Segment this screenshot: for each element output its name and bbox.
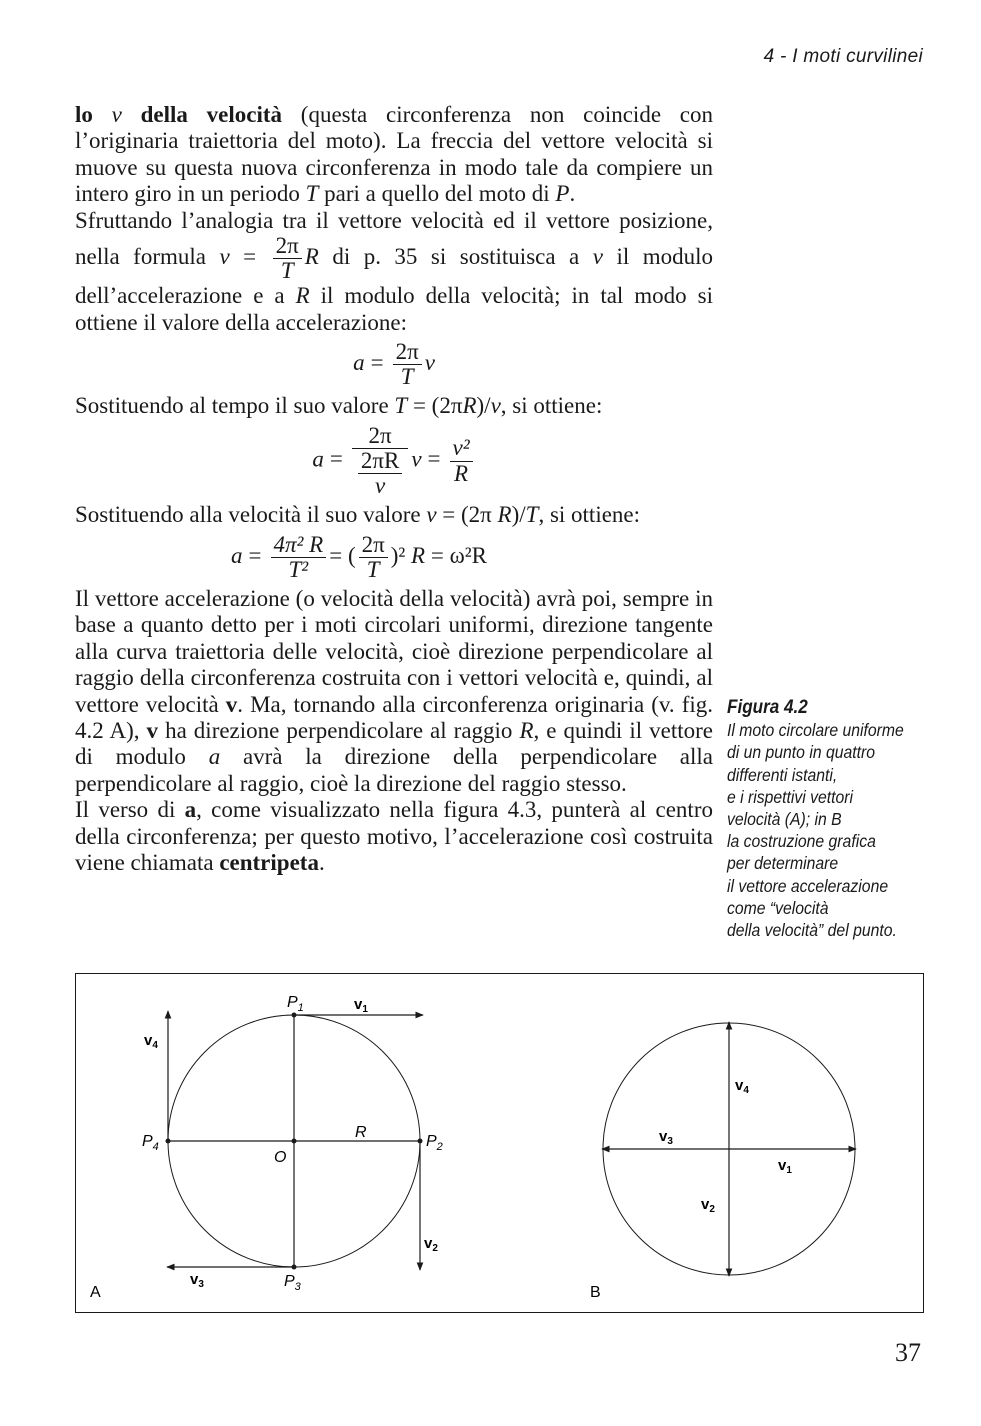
text-run: il modulo dell’accelerazione e a: [75, 243, 713, 309]
math-var: R: [295, 283, 310, 309]
caption-line: di un punto in quattro: [727, 742, 875, 763]
fraction: [271, 533, 327, 582]
fraction-numerator: 2π: [359, 533, 388, 558]
fraction-numerator: 2π: [352, 424, 408, 449]
text-run: (questa circonferenza non coincide con l’originaria traiettoria del moto). La freccia del vettore velocità si muove su questa nuova circonferenza in modo tale da compiere un intero giro in un periodo: [75, 102, 714, 207]
text-run: = (2π: [407, 393, 463, 419]
fraction-numerator: 2π: [393, 340, 422, 365]
figure-caption: [727, 697, 916, 941]
paragraph-2: [75, 208, 713, 337]
figure-4-2: [75, 973, 924, 1313]
inner-fraction: [358, 449, 402, 498]
equals-paren: = (: [329, 542, 356, 568]
math-var: v: [490, 393, 501, 419]
text-run: Sostituendo alla velocità il suo valore: [75, 502, 427, 528]
text-run: = ω²R: [425, 542, 487, 568]
text-run: .: [569, 181, 576, 207]
page-number: 37: [895, 1338, 921, 1367]
paragraph-6: [75, 797, 713, 876]
caption-line: Il moto circolare uniforme: [727, 720, 904, 741]
text-run: Sfruttando l’analogia tra il vettore velocità ed il vettore posizione, nella formula: [75, 207, 713, 269]
text-run: pari a quello del moto di: [318, 181, 556, 207]
equals-sign: =: [427, 446, 441, 472]
text-run: .: [318, 849, 325, 875]
text-run: =: [229, 243, 270, 269]
text-run: = (2π: [436, 502, 498, 528]
label-v2: $v_2$: [424, 1235, 438, 1254]
math-var: R: [304, 243, 319, 269]
equals-sign: =: [370, 350, 384, 376]
math-var: a: [353, 350, 365, 376]
vector-symbol: v: [225, 691, 238, 717]
vector-symbol: v: [146, 717, 159, 743]
text-run: Il vettore accelerazione (o velocità della velocità) avrà poi, sempre in base a quanto detto per i moti circolari uniformi, direzione tangente alla curva traiettoria delle velocità, cioè direzione perpendicolare al raggio della circonferenza costruita con i vettori velocità e, quindi, al vettore velocità: [75, 585, 713, 717]
panel-a-label: A: [90, 1284, 101, 1301]
fraction-numerator: 2πR: [358, 449, 402, 474]
fraction-numerator: v²: [450, 436, 473, 461]
text-run: , come visualizzato nella figura 4.3, punterà al centro della circonferenza; per questo motivo, l’accelerazione così costruita viene chiamata: [75, 797, 713, 875]
bold-term: lo: [75, 102, 112, 127]
math-var: v: [219, 243, 230, 269]
label-p2: $P_2$: [426, 1133, 443, 1153]
text-run: avrà la direzione della perpendicolare alla perpendicolare al raggio, cioè la direzione del raggio stesso.: [75, 744, 713, 796]
fraction-denominator: v: [374, 473, 386, 499]
math-var: R: [411, 542, 426, 568]
fraction: [393, 340, 422, 389]
text-run: )/: [476, 393, 491, 419]
panel-b-diagram: [590, 1022, 856, 1301]
text-run: )/: [511, 502, 526, 528]
fraction: [359, 533, 388, 582]
fraction-denominator: T: [280, 258, 294, 284]
caption-line: differenti istanti,: [727, 764, 838, 785]
text-run: , si ottiene:: [500, 393, 603, 419]
panel-b-label: B: [590, 1284, 601, 1301]
label-v2: $v_2$: [701, 1196, 715, 1215]
text-run: il modulo della velocità; in tal modo si ottiene il valore della accelerazione:: [75, 283, 713, 335]
equals-sign: =: [329, 446, 343, 472]
text-run: , si ottiene:: [538, 502, 641, 528]
label-p3: $P_3$: [284, 1273, 301, 1293]
label-p1: $P_1$: [287, 994, 304, 1014]
math-var: T: [525, 502, 539, 528]
fraction-denominator: [352, 449, 408, 498]
math-var: v: [592, 243, 603, 269]
fraction-denominator: R: [454, 460, 469, 486]
figure-diagram: [75, 973, 924, 1313]
caption-line: della velocità” del punto.: [727, 920, 897, 941]
label-v4: $v_4$: [735, 1077, 749, 1096]
fraction-denominator: T: [366, 556, 380, 582]
main-text: [75, 102, 713, 876]
caption-line: come “velocità: [727, 897, 829, 918]
paragraph-3: [75, 393, 713, 419]
paragraph-5: [75, 586, 713, 797]
math-var: v: [424, 350, 435, 376]
label-p4: $P_4$: [142, 1133, 159, 1153]
label-v1: $v_1$: [354, 996, 368, 1015]
caption-line: la costruzione grafica: [727, 831, 876, 852]
panel-a-diagram: [90, 994, 443, 1301]
math-var: v: [111, 102, 122, 127]
equation-3: [75, 533, 713, 582]
math-var: R: [497, 502, 512, 528]
label-v4: $v_4$: [144, 1032, 158, 1051]
math-var: v: [426, 502, 437, 528]
math-var: a: [231, 542, 243, 568]
fraction-denominator: T: [400, 364, 414, 390]
vector-symbol: a: [184, 797, 197, 823]
text-run: Sostituendo al tempo il suo valore: [75, 393, 395, 419]
math-var: P: [555, 181, 570, 207]
label-v3: $v_3$: [659, 1128, 673, 1147]
fraction-numerator: 4π² R: [271, 533, 327, 558]
figure-frame: [76, 974, 924, 1313]
close-paren-squared: )²: [390, 542, 406, 568]
caption-title: Figura 4.2: [727, 697, 808, 718]
center-o: [292, 1139, 297, 1144]
caption-line: il vettore accelerazione: [727, 875, 889, 896]
text-run: ha direzione perpendicolare al raggio: [158, 717, 520, 743]
math-var: T: [305, 181, 319, 207]
text-run: , e quindi il vettore di modulo: [75, 717, 713, 770]
caption-line: velocità (A); in B: [727, 809, 842, 830]
paragraph-4: [75, 502, 713, 528]
text-run: . Ma, tornando alla circonferenza originaria (v. fig. 4.2 A),: [75, 691, 713, 743]
math-var: a: [312, 446, 324, 472]
math-var: R: [519, 717, 534, 743]
label-radius-r: R: [355, 1124, 367, 1141]
fraction-numerator: 2π: [273, 234, 302, 259]
bold-term: centripeta: [219, 849, 319, 875]
fraction-denominator: T²: [288, 556, 309, 582]
inline-fraction: [273, 234, 302, 283]
bold-term: della velocità: [121, 102, 283, 127]
equals-sign: =: [248, 542, 262, 568]
text-run: di p. 35 si sostituisca a: [318, 243, 593, 269]
equation-2: [75, 424, 713, 498]
fraction: [450, 436, 473, 485]
math-var: T: [394, 393, 408, 419]
math-var: v: [411, 446, 422, 472]
caption-line: per determinare: [727, 853, 839, 874]
math-var: a: [208, 744, 221, 770]
math-var: R: [462, 393, 477, 419]
compound-fraction: [352, 424, 408, 498]
text-run: Il verso di: [75, 797, 185, 823]
running-header: 4 - I moti curvilinei: [763, 46, 923, 67]
caption-line: e i rispettivi vettori: [727, 786, 854, 807]
paragraph-1: [75, 102, 713, 208]
equation-1: [75, 340, 713, 389]
label-center-o: O: [274, 1149, 287, 1166]
label-v3: $v_3$: [190, 1271, 204, 1290]
label-v1: $v_1$: [778, 1157, 792, 1176]
